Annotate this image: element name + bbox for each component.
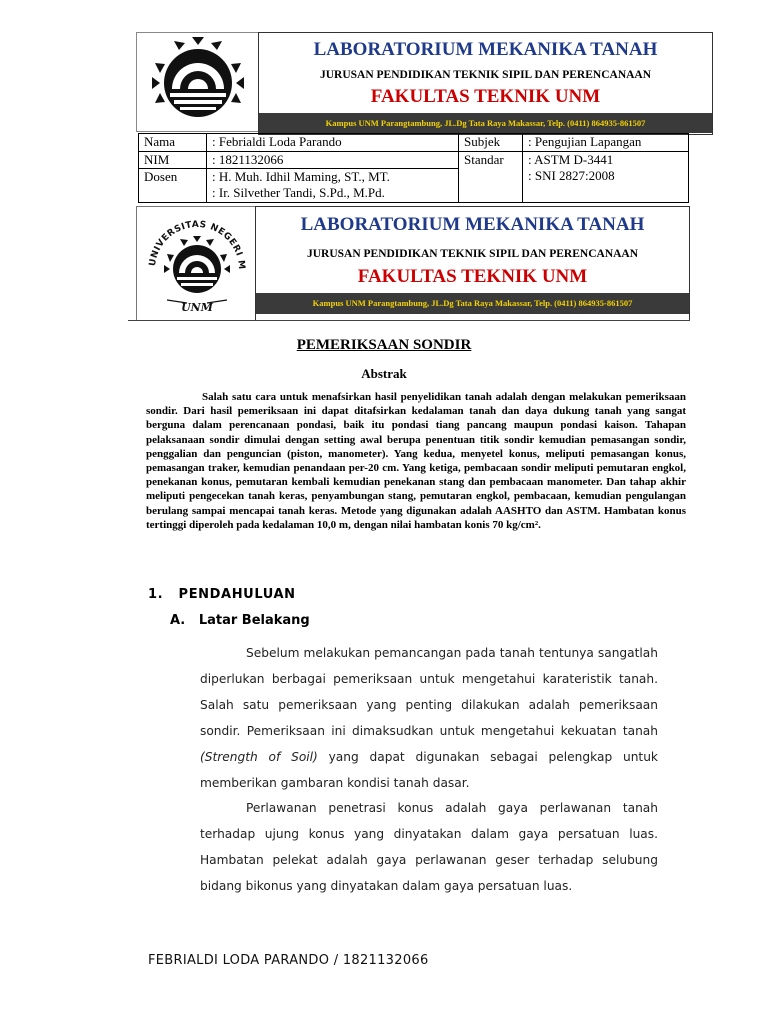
- paragraph-1-part-b: yang dapat digunakan sebagai pelengkap untuk memberikan gambaran kondisi tanah dasar.: [200, 750, 658, 790]
- standar-astm: : ASTM D-3441: [528, 151, 614, 167]
- abstract-body: Salah satu cara untuk menafsirkan hasil penyelidikan tanah adalah dengan melakukan pemeriksaan sondir. Dari hasil pemeriksaan ini dapat ditafsirkan kedalaman tanah dan daya dukung tanah yang sangat berguna dalam perencanaan pondasi, baik itu pondasi tiang pancang maupun pondasi kaison. Tahapan pelaksanaan sondir dimulai dengan setting awal berupa penentuan titik sondir kemudian pemasangan sondir, penggalian dan penguncian (piston, manometer). Yang kedua, menyetel konus, meliputi pemasangan konus, pemasangan traker, kemudian penandaan per-20 cm. Yang ketiga, pembacaan sondir meliputi pemutaran engkol, penekanan konus, pemutaran kembali kemudian penekanan stang dan pembacaan manometer. Dan tahap akhir meliputi pengecekan tanah keras, penyambungan stang, pemutaran engkol, pembacaan, kemudian pengulangan berulang sampai mencapai tanah keras. Metode yang digunakan adalah AASHTO dan ASTM. Hambatan konus tertinggi diperoleh pada kedalaman 10,0 m, dengan nilai hambatan konis 70 kg/cm²: [146, 391, 686, 531]
- nama-value: : Febrialdi Loda Parando: [207, 134, 459, 152]
- table-row: [139, 151, 689, 169]
- address-bar: [256, 293, 689, 314]
- university-logo-icon: [137, 33, 259, 131]
- standar-sni: : SNI 2827:2008: [528, 167, 615, 183]
- unm-seal-icon: [137, 207, 256, 320]
- student-info-table: [138, 133, 689, 203]
- lab-name: LABORATORIUM MEKANIKA TANAH: [300, 214, 645, 235]
- document-title: PEMERIKSAAN SONDIR: [296, 337, 472, 353]
- table-row: [139, 134, 689, 152]
- letterhead-divider: [128, 320, 690, 321]
- page-footer: FEBRIALDI LODA PARANDO / 1821132066: [148, 953, 429, 968]
- department-name: JURUSAN PENDIDIKAN TEKNIK SIPIL DAN PERENCANAAN: [306, 248, 639, 260]
- paragraph-1: [200, 640, 658, 796]
- abstract-heading: Abstrak: [361, 366, 407, 381]
- abstract-text: [146, 390, 686, 532]
- dosen-1: : H. Muh. Idhil Maming, ST., MT.: [212, 169, 390, 184]
- svg-text:UNM: UNM: [181, 301, 213, 314]
- nim-label: NIM: [139, 151, 207, 169]
- paragraph-1-italic: (Strength of Soil): [200, 750, 318, 764]
- letterhead-title-box: [258, 32, 713, 135]
- address-text: Kampus UNM Parangtambung, JL.Dg Tata Raya Makassar, Telp. (0411) 864935-861507: [312, 298, 633, 308]
- logo-box: [136, 32, 260, 132]
- section-heading: 1. PENDAHULUAN: [148, 587, 296, 602]
- standar-value: [523, 151, 689, 203]
- abstract-period: .: [538, 518, 541, 531]
- address-text: Kampus UNM Parangtambung, JL.Dg Tata Raya Makassar, Telp. (0411) 864935-861507: [325, 118, 646, 128]
- dosen-label: Dosen: [139, 169, 207, 203]
- address-bar: [259, 113, 712, 133]
- nama-label: Nama: [139, 134, 207, 152]
- logo-box: [136, 206, 257, 321]
- letterhead-title-box: [255, 206, 690, 321]
- nim-value: : 1821132066: [207, 151, 459, 169]
- svg-text:UNIVERSITAS NEGERI MAKASSAR: UNIVERSITAS NEGERI M: [147, 219, 247, 271]
- dosen-value: [207, 169, 459, 203]
- faculty-name: FAKULTAS TEKNIK UNM: [370, 86, 601, 107]
- subjek-label: Subjek: [459, 134, 523, 152]
- subjek-value: : Pengujian Lapangan: [523, 134, 689, 152]
- dosen-2: : Ir. Silvether Tandi, S.Pd., M.Pd.: [212, 185, 385, 200]
- standar-label: Standar: [459, 151, 523, 203]
- lab-name: LABORATORIUM MEKANIKA TANAH: [313, 39, 658, 60]
- paragraph-2: Perlawanan penetrasi konus adalah gaya perlawanan tanah terhadap ujung konus yang dinyatakan dalam gaya persatuan luas. Hambatan pelekat adalah gaya perlawanan geser terhadap selubung bidang bikonus yang dinyatakan dalam gaya persatuan luas.: [200, 801, 658, 893]
- department-name: JURUSAN PENDIDIKAN TEKNIK SIPIL DAN PERENCANAAN: [319, 69, 652, 81]
- subsection-heading: A. Latar Belakang: [170, 613, 310, 628]
- faculty-name: FAKULTAS TEKNIK UNM: [357, 266, 588, 287]
- paragraph-1-part-a: Sebelum melakukan pemancangan pada tanah tentunya sangatlah diperlukan berbagai pemeriksaan untuk mengetahui karateristik tanah. Salah satu pemeriksaan yang penting dilakukan adalah pemeriksaan sondir. Pemeriksaan ini dimaksudkan untuk mengetahui kekuatan tanah: [200, 646, 658, 738]
